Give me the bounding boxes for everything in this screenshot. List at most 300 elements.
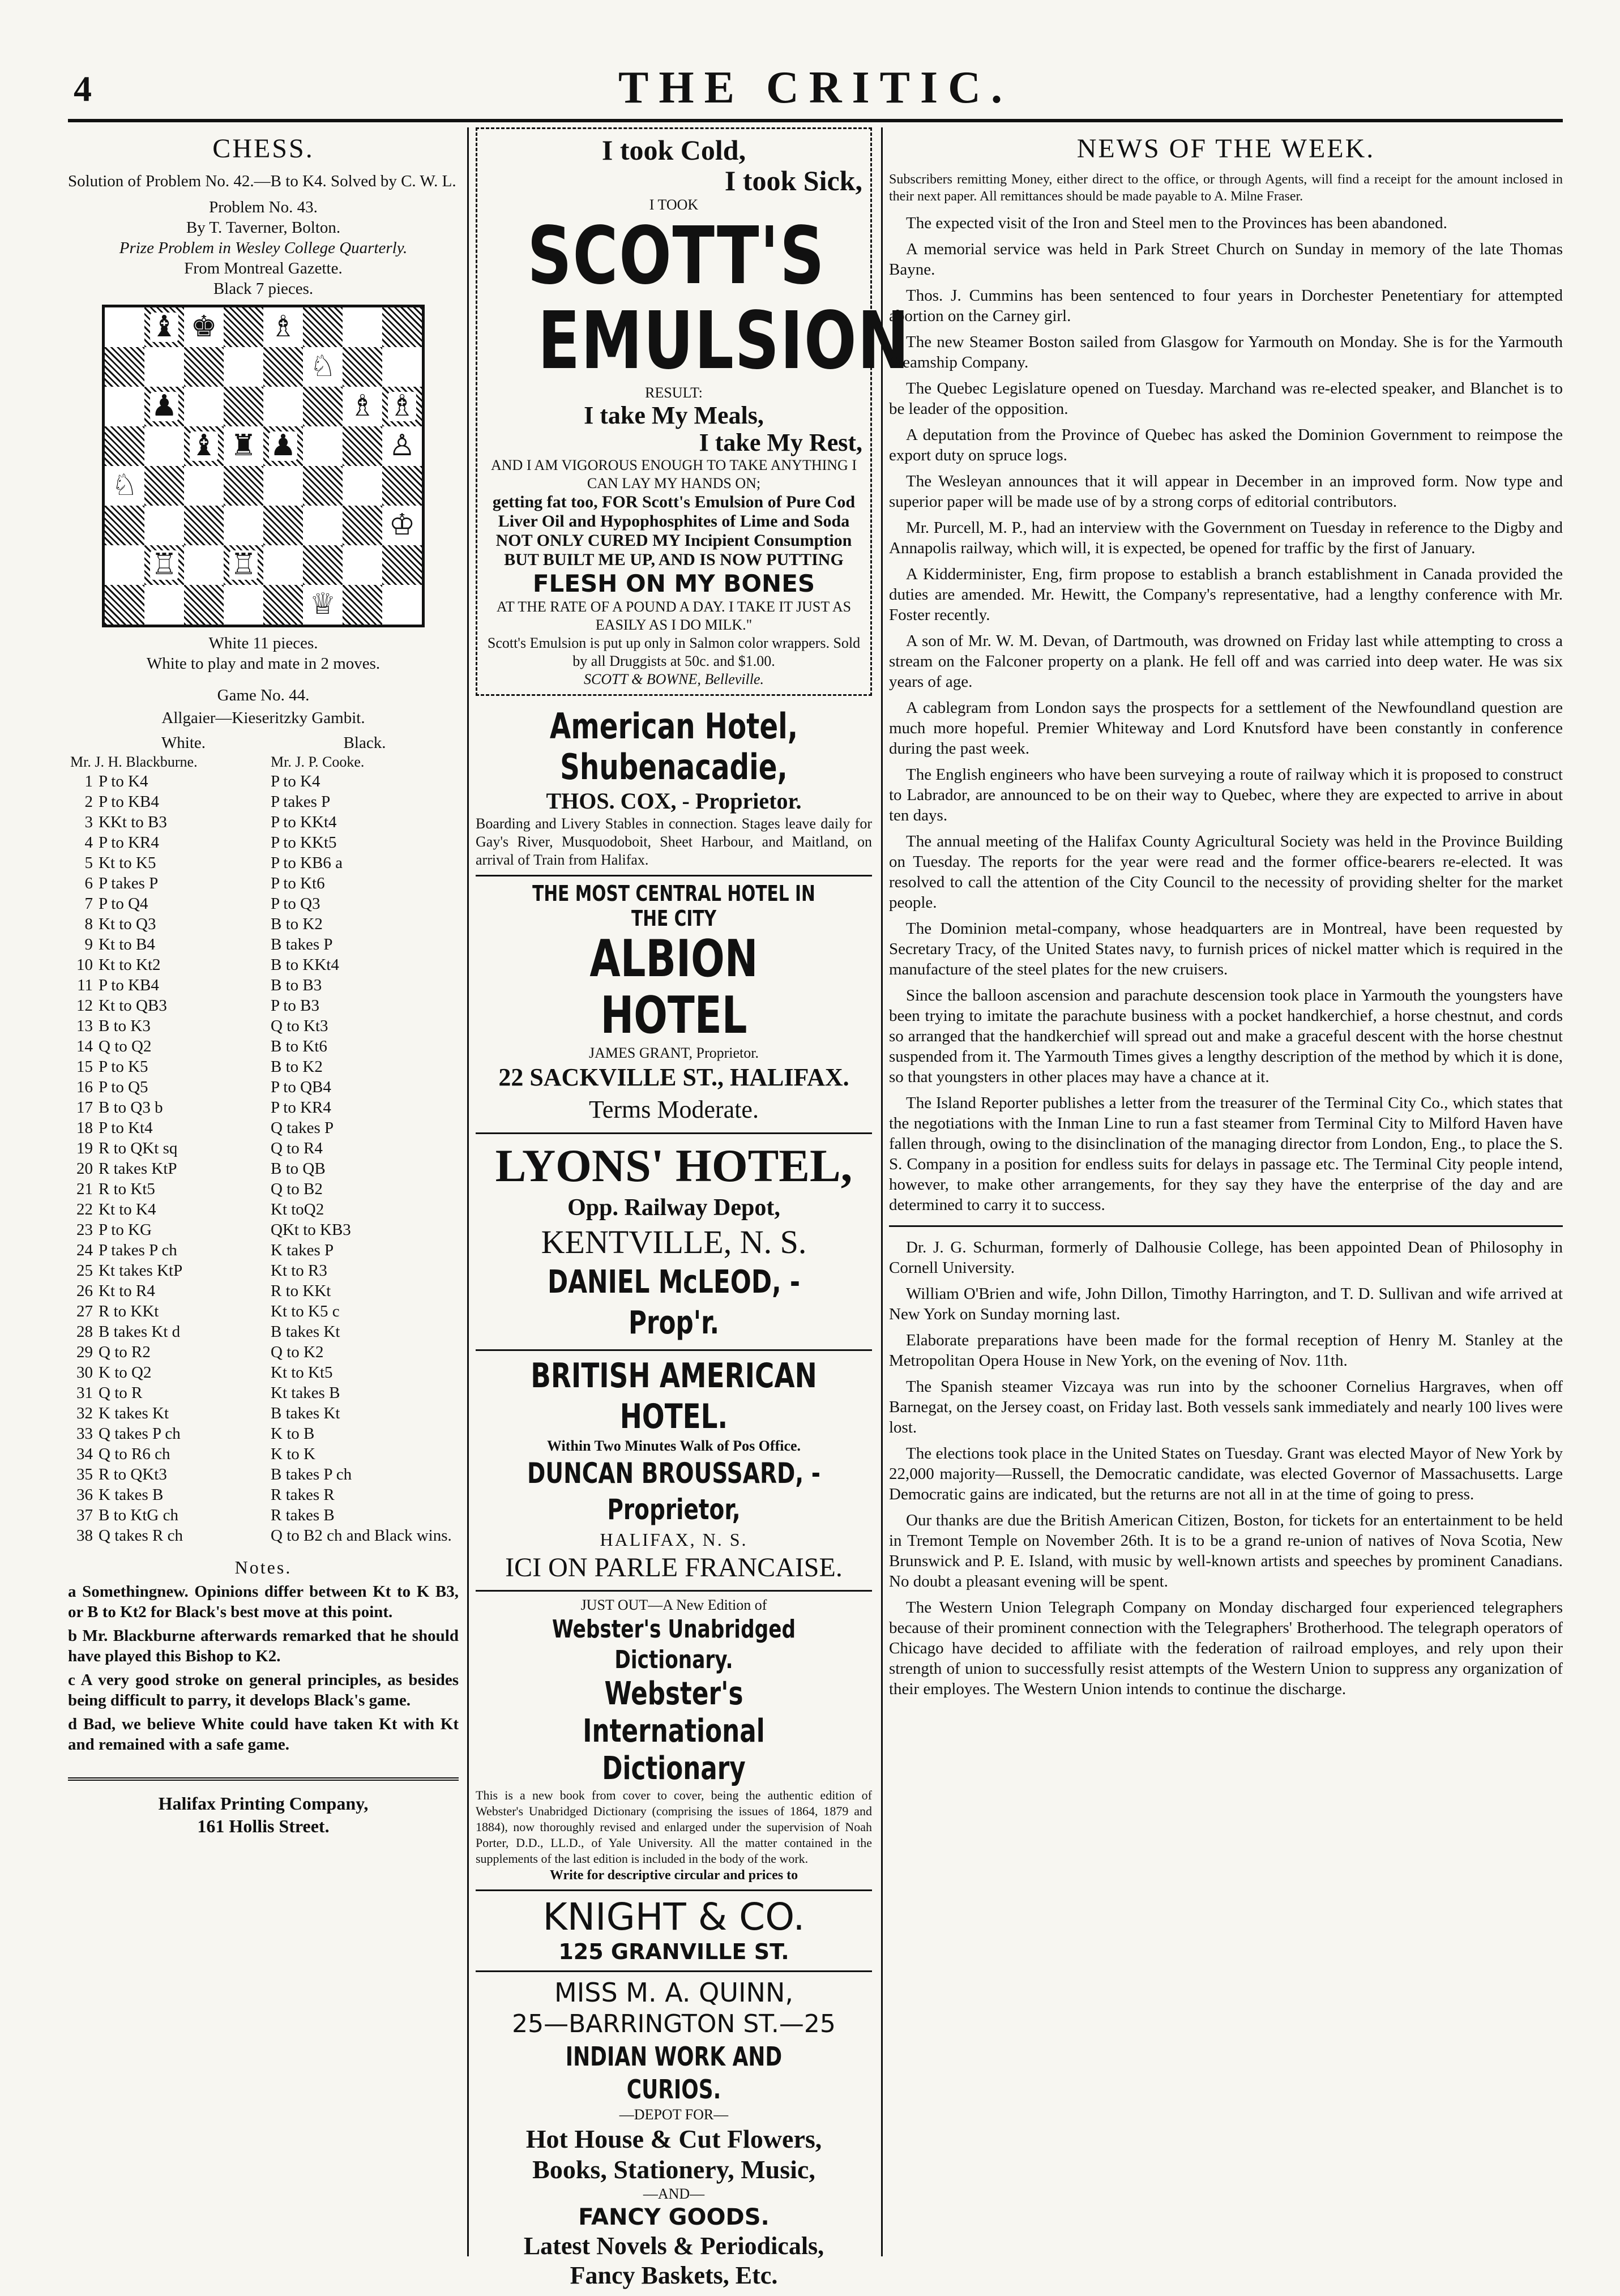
move-row [68, 995, 459, 1016]
move-number: 25 [76, 1262, 93, 1280]
board-square [303, 466, 343, 506]
move-number: 19 [76, 1139, 93, 1157]
hotel-town: KENTVILLE, N. S. [541, 1224, 807, 1260]
board-square [382, 506, 422, 545]
move-number: 11 [77, 976, 93, 994]
board-square [184, 506, 224, 545]
news-title: NEWS OF THE WEEK. [1076, 134, 1375, 164]
board-square [263, 307, 303, 347]
chess-piece-icon: ♟ [151, 390, 178, 422]
black-move: Kt to Kt5 [271, 1363, 333, 1382]
chess-piece-icon: ♝ [190, 430, 217, 462]
move-number: 21 [76, 1180, 93, 1198]
white-move: P to K4 [99, 772, 148, 790]
board-square [184, 387, 224, 426]
printer-imprint [68, 1777, 459, 1837]
white-move: KKt to B3 [99, 813, 167, 831]
move-number: 36 [76, 1486, 93, 1504]
news-item: The expected visit of the Iron and Steel men to the Provinces has been abandoned. [906, 214, 1447, 232]
scott-brand: EMULSION [537, 295, 911, 387]
header-rule [68, 119, 1563, 122]
board-square [105, 585, 144, 625]
black-move: Q to B2 [271, 1180, 323, 1198]
scott-line: I take My Rest, [699, 429, 862, 456]
move-number: 4 [84, 833, 93, 852]
white-move: R to KKt [99, 1302, 159, 1320]
board-square [105, 466, 144, 506]
webster-title: Webster's Unabridged Dictionary. [552, 1615, 796, 1674]
board-square [263, 585, 303, 625]
board-square [184, 466, 224, 506]
white-move: P to KB4 [99, 976, 159, 994]
scott-line: Scott's Emulsion is put up only in Salmon color wrappers. Sold by all Druggists at 50c. and $1.00. [487, 635, 861, 669]
news-item: A Kidderminister, Eng, firm propose to establish a branch establishment in Canada provided the duties are amended. Mr. Hewitt, the Company's representative, had a lengthy conference with Mr. Foster recently. [889, 565, 1563, 624]
scott-maker: SCOTT & BOWNE, Belleville. [584, 671, 764, 687]
news-item: The annual meeting of the Halifax County Agricultural Society was held in the Province Building on Tuesday. The reports for the year were read and the former office-bearers re-elected. It was resolved to call the attention of the City Council to the necessity of providing shelter for the market people. [889, 832, 1563, 912]
white-move: R takes KtP [99, 1160, 177, 1178]
knight-co-ad [476, 1891, 872, 1972]
news-item: Dr. J. G. Schurman, formerly of Dalhousie College, has been appointed Dean of Philosophy in Cornell University. [889, 1238, 1563, 1277]
move-row [68, 853, 459, 873]
board-square [382, 585, 422, 625]
scott-line: AT THE RATE OF A POUND A DAY. I TAKE IT JUST AS EASILY AS I DO MILK." [496, 598, 852, 633]
printer-address: 161 Hollis Street. [197, 1816, 330, 1836]
move-number: 13 [76, 1017, 93, 1035]
news-item: The new Steamer Boston sailed from Glasgow for Yarmouth on Monday. She is for the Yarmouth Steamship Company. [889, 333, 1563, 371]
news-item: The Western Union Telegraph Company on Monday discharged four experienced telegraphers because of their prominent connection with the Telegraphers' Brotherhood. The telegraph operators of Chicago have decided to affiliate with the federation of railroad employes, and rely upon their strength of union to successfully resist attempts of the Western Union to suppress any organization of their employes. The Western Union intends to continue the discharge. [889, 1598, 1563, 1698]
move-number: 22 [76, 1200, 93, 1218]
hotel-tagline: THE MOST CENTRAL HOTEL IN THE CITY [532, 881, 815, 931]
hotel-address: 22 SACKVILLE ST., HALIFAX. [498, 1063, 849, 1091]
move-number: 20 [76, 1160, 93, 1178]
chess-piece-icon: ♖ [151, 549, 178, 581]
board-square [343, 307, 382, 347]
chess-task: White to play and mate in 2 moves. [146, 655, 381, 673]
news-item: Mr. Purcell, M. P., had an interview with the Government on Tuesday in reference to the Digby and Annapolis railway, which will, it is expected, be opened for traffic by the first of January. [889, 519, 1563, 557]
black-move: K takes P [271, 1241, 334, 1259]
problem-number: Problem No. 43. [209, 198, 318, 216]
page-number: 4 [74, 69, 92, 109]
scott-brand: SCOTT'S [527, 210, 826, 302]
black-move: Q takes P [271, 1119, 334, 1137]
news-item: A cablegram from London says the prospects for a settlement of the Newfoundland question are much more hopeful. Premier Whiteway and Lord Knutsford have been constantly in conference during the past week. [889, 699, 1563, 758]
move-row [68, 1199, 459, 1220]
white-move: Kt to K4 [99, 1200, 156, 1218]
black-move: P to K4 [271, 772, 320, 790]
webster-text: This is a new book from cover to cover, being the authentic edition of Webster's Unabridged Dictionary (comprising the issues of 1864, 1879 and 1884), now thoroughly revised and enlarged under the supervision of Noah Porter, D.D., LL.D., of Yale University. All the matter contained in the supplements of the last edition is included in the body of the work. [476, 1788, 872, 1866]
move-row [68, 1444, 459, 1464]
chess-piece-icon: ♘ [111, 469, 138, 502]
board-square [343, 545, 382, 585]
move-row [68, 1077, 459, 1097]
board-square [224, 426, 263, 466]
player-white: Mr. J. H. Blackburne. [70, 754, 198, 770]
move-row [68, 1158, 459, 1179]
white-move: Kt to K5 [99, 854, 156, 872]
board-square [263, 387, 303, 426]
white-move: Q to R [99, 1384, 143, 1402]
white-move: Kt to Q3 [99, 915, 156, 933]
news-item: The English engineers who have been surveying a route of railway which it is proposed to construct to Labrador, are announced to be on their way to Quebec, where they are expected to arrive in about ten days. [889, 766, 1563, 824]
black-move: K to B [271, 1425, 315, 1443]
board-square [144, 506, 184, 545]
board-square [343, 506, 382, 545]
scott-emulsion-ad [476, 127, 911, 696]
chess-column [68, 127, 459, 1837]
black-move: R takes B [271, 1506, 335, 1524]
black-move: B to QB [271, 1160, 326, 1178]
white-move: Kt to B4 [99, 935, 155, 954]
white-move: P to Q4 [99, 895, 148, 913]
black-move: Kt to R3 [271, 1262, 327, 1280]
white-move: K to Q2 [99, 1363, 152, 1382]
move-number: 32 [76, 1404, 93, 1422]
white-move: K takes Kt [99, 1404, 169, 1422]
chess-piece-icon: ♖ [230, 549, 257, 581]
black-move: Q to R4 [271, 1139, 323, 1157]
move-row [68, 1220, 459, 1240]
webster-intro: JUST OUT—A New Edition of [580, 1597, 767, 1613]
quinn-line: Books, Stationery, Music, [532, 2155, 815, 2184]
chess-piece-icon: ♔ [388, 509, 416, 541]
board-square [105, 387, 144, 426]
column-divider [881, 127, 883, 2256]
chess-piece-icon: ♚ [190, 311, 217, 343]
hotel-name: BRITISH AMERICAN HOTEL. [531, 1356, 817, 1436]
move-number: 26 [76, 1282, 93, 1300]
black-move: K to K [271, 1445, 315, 1463]
hotel-proprietor: THOS. COX, - Proprietor. [546, 788, 802, 814]
board-square [382, 426, 422, 466]
board-square [224, 387, 263, 426]
american-hotel-ad [476, 702, 872, 877]
white-move: B to KtG ch [99, 1506, 178, 1524]
move-number: 38 [76, 1527, 93, 1545]
board-square [263, 426, 303, 466]
board-square [105, 545, 144, 585]
white-move: Kt takes KtP [99, 1262, 183, 1280]
news-item: A son of Mr. W. M. Devan, of Dartmouth, was drowned on Friday last while attempting to cross a stream on the Falconer property on a plank. He fell off and was carried into deep water. He was six years of age. [889, 632, 1563, 691]
black-pieces: Black 7 pieces. [213, 280, 314, 298]
news-column [889, 127, 1563, 1705]
black-move: QKt to KB3 [271, 1221, 351, 1239]
move-number: 5 [84, 854, 93, 872]
quinn-and: —AND— [643, 2186, 705, 2202]
board-square [224, 545, 263, 585]
british-american-hotel-ad [476, 1351, 872, 1592]
chess-note: a Somethingnew. Opinions differ between Kt to K B3, or B to Kt2 for Black's best move at this point. [68, 1583, 459, 1621]
move-row [68, 832, 459, 853]
white-move: Kt to QB3 [99, 997, 167, 1015]
board-square [184, 307, 224, 347]
subscriber-notice: Subscribers remitting Money, either direct to the office, or through Agents, will find a receipt for the amount inclosed in their next paper. All remittances should be made payable to A. Milne Fraser. [889, 172, 1563, 204]
problem-author: By T. Taverner, Bolton. [186, 219, 341, 237]
hotel-name: ALBION HOTEL [589, 929, 758, 1045]
board-square [303, 387, 343, 426]
board-square [144, 347, 184, 387]
player-black: Mr. J. P. Cooke. [271, 754, 365, 770]
chess-piece-icon: ♜ [230, 430, 257, 462]
move-number: 10 [76, 956, 93, 974]
board-square [105, 307, 144, 347]
white-move: B to K3 [99, 1017, 151, 1035]
news-item: The Island Reporter publishes a letter from the treasurer of the Terminal City Co., which states that the negotiations with the Inman Line to run a fast steamer from Terminal City to Milford Haven have fallen through, owing to the disinclination of the managing director from London, Eng., to place the S. S. Company in a position for endless suits for delays in passage etc. The Terminal City people intend, however, to make other arrangements, for they say they have the enterprise of the day and are determined to carry it to success. [889, 1094, 1563, 1214]
webster-title: Webster's International Dictionary [583, 1675, 765, 1787]
webster-write: Write for descriptive circular and prices to [549, 1868, 798, 1883]
quinn-address: 25—BARRINGTON ST.—25 [512, 2009, 836, 2038]
white-move: R to QKt3 [99, 1465, 167, 1483]
hotel-walk: Within Two Minutes Walk of Pos Office. [546, 1438, 801, 1454]
board-square [224, 585, 263, 625]
move-row [68, 1240, 459, 1260]
scott-line: I TOOK [649, 196, 699, 213]
white-move: Q to R6 ch [99, 1445, 170, 1463]
white-move: P takes P [99, 874, 159, 892]
chess-note: d Bad, we believe White could have taken Kt with Kt and remained with a safe game. [68, 1715, 459, 1754]
move-row [68, 1301, 459, 1322]
board-square [184, 347, 224, 387]
move-number: 17 [76, 1098, 93, 1117]
black-move: P to KKt4 [271, 813, 337, 831]
scott-line: I took Sick, [724, 165, 862, 196]
white-pieces: White 11 pieces. [208, 634, 318, 652]
hotel-details: Boarding and Livery Stables in connection. Stages leave daily for Gay's River, Musquodoboit, Sheet Harbour, and Maitland, on arrival of Train from Halifax. [476, 815, 872, 868]
news-item: Thos. J. Cummins has been sentenced to four years in Dorchester Penetentiary for attempted abortion on the Carney girl. [889, 287, 1563, 325]
board-square [382, 307, 422, 347]
column-divider [467, 127, 469, 2256]
board-square [224, 307, 263, 347]
move-row [68, 1036, 459, 1057]
move-row [68, 1016, 459, 1036]
chess-piece-icon: ♗ [349, 390, 376, 422]
move-row [68, 1057, 459, 1077]
move-number: 1 [84, 772, 93, 790]
board-square [184, 585, 224, 625]
white-move: P to KB4 [99, 793, 159, 811]
board-square [105, 347, 144, 387]
board-square [105, 506, 144, 545]
chess-piece-icon: ♗ [388, 390, 416, 422]
move-row [68, 1362, 459, 1383]
white-move: P to KG [99, 1221, 152, 1239]
printer-name: Halifax Printing Company, [158, 1793, 369, 1814]
move-row [68, 1505, 459, 1525]
knight-name: KNIGHT & CO. [542, 1895, 805, 1939]
chess-piece-icon: ♝ [151, 311, 178, 343]
black-move: Kt toQ2 [271, 1200, 324, 1218]
problem-prize: Prize Problem in Wesley College Quarterly. [119, 239, 408, 257]
news-item: Our thanks are due the British American Citizen, Boston, for tickets for an entertainment to be held in Tremont Temple on November 26th. It is to be a grand re-union of natives of Nova Scotia, New Brunswick and P. E. Island, with music by well-known artists and speeches by prominent Canadians. No doubt a pleasant evening will be spent. [889, 1511, 1563, 1590]
black-move: Kt to K5 c [271, 1302, 340, 1320]
black-move: Q to B2 ch and Black wins. [271, 1527, 452, 1545]
move-row [68, 1423, 459, 1444]
board-square [224, 466, 263, 506]
move-number: 6 [84, 874, 93, 892]
quinn-ad [476, 1972, 872, 2296]
black-move: P to KB6 a [271, 854, 343, 872]
move-number: 23 [76, 1221, 93, 1239]
move-number: 28 [76, 1323, 93, 1341]
board-square [144, 387, 184, 426]
notes-title: Notes. [234, 1557, 292, 1577]
game-gambit: Allgaier—Kieseritzky Gambit. [161, 709, 365, 727]
move-number: 3 [84, 813, 93, 831]
quinn-line: Latest Novels & Periodicals, [523, 2232, 824, 2260]
masthead: THE CRITIC. [618, 63, 1012, 113]
board-square [303, 585, 343, 625]
move-number: 31 [76, 1384, 93, 1402]
black-move: B takes Kt [271, 1323, 340, 1341]
black-move: Kt takes B [271, 1384, 340, 1402]
board-square [343, 347, 382, 387]
albion-hotel-ad [476, 877, 872, 1134]
quinn-depot: —DEPOT FOR— [619, 2106, 729, 2123]
move-row [68, 1322, 459, 1342]
black-move: B to B3 [271, 976, 322, 994]
news-item: A memorial service was held in Park Street Church on Sunday in memory of the late Thomas Bayne. [889, 240, 1563, 279]
black-move: P to KKt5 [271, 833, 337, 852]
scott-line: getting fat too, FOR Scott's Emulsion of Pure Cod Liver Oil and Hypophosphites of Lime and Soda NOT ONLY CURED MY Incipient Consumption BUT BUILT ME UP, AND IS NOW PUTTING [492, 493, 856, 569]
news-item: The Dominion metal-company, whose headquarters are in Montreal, have been requested by Secretary Tracy, of the United States navy, to furnish prices of nickel matter which is required in the manufacture of the steel plates for the new cruisers. [889, 920, 1563, 978]
board-square [303, 545, 343, 585]
quinn-name: MISS M. A. QUINN, [554, 1977, 793, 2008]
white-move: B to Q3 b [99, 1098, 163, 1117]
news-item: William O'Brien and wife, John Dillon, Timothy Harrington, and T. D. Sullivan and wife arrived at New York on Sunday morning last. [889, 1285, 1563, 1323]
move-row [68, 873, 459, 893]
move-row [68, 1342, 459, 1362]
move-row [68, 1525, 459, 1546]
white-move: Q takes R ch [99, 1527, 183, 1545]
hotel-location: Opp. Railway Depot, [567, 1195, 780, 1221]
board-square [343, 466, 382, 506]
chess-notes [68, 1581, 459, 1755]
news-item: The Quebec Legislature opened on Tuesday. Marchand was re-elected speaker, and Blanchet is to be leader of the opposition. [889, 379, 1563, 418]
black-move: B to K2 [271, 1058, 323, 1076]
board-square [144, 585, 184, 625]
move-number: 15 [76, 1058, 93, 1076]
board-square [382, 466, 422, 506]
page-header [68, 57, 1563, 125]
move-row [68, 1260, 459, 1281]
white-move: R to QKt sq [99, 1139, 178, 1157]
ads-column [476, 127, 911, 2296]
move-number: 27 [76, 1302, 93, 1320]
move-row [68, 771, 459, 792]
hotel-proprietor: DUNCAN BROUSSARD, - Proprietor, [527, 1457, 820, 1526]
quinn-indian: INDIAN WORK AND CURIOS. [565, 2041, 783, 2105]
move-number: 14 [76, 1037, 93, 1055]
white-move: Kt to R4 [99, 1282, 155, 1300]
black-move: P to Kt6 [271, 874, 325, 892]
board-square [263, 545, 303, 585]
move-row [68, 1403, 459, 1423]
move-number: 2 [84, 793, 93, 811]
black-move: B takes Kt [271, 1404, 340, 1422]
black-move: R to KKt [271, 1282, 331, 1300]
board-square [263, 466, 303, 506]
game-number: Game No. 44. [217, 686, 310, 704]
white-move: P to K5 [99, 1058, 148, 1076]
black-move: B takes P [271, 935, 333, 954]
chess-solution: Solution of Problem No. 42.—B to K4. Solved by C. W. L. [68, 172, 456, 190]
board-square [184, 426, 224, 466]
newspaper-page [68, 57, 1563, 2289]
black-move: P to KR4 [271, 1098, 331, 1117]
board-square [382, 545, 422, 585]
black-move: Q to Kt3 [271, 1017, 328, 1035]
move-number: 30 [76, 1363, 93, 1382]
black-move: B takes P ch [271, 1465, 352, 1483]
news-item: The Wesleyan announces that it will appear in December in an improved form. Now type and superior paper will be made use of by a strong corps of editorial contributors. [889, 472, 1563, 511]
hotel-city: HALIFAX, N. S. [600, 1529, 748, 1550]
board-square [382, 347, 422, 387]
chess-note: c A very good stroke on general principles, as besides being difficult to parry, it develops Black's game. [68, 1671, 459, 1709]
board-square [105, 426, 144, 466]
move-row [68, 1464, 459, 1485]
chess-piece-icon: ♘ [309, 350, 336, 383]
white-move: K takes B [99, 1486, 164, 1504]
lyons-hotel-ad [476, 1134, 872, 1351]
board-square [303, 426, 343, 466]
board-square [144, 426, 184, 466]
move-number: 33 [76, 1425, 93, 1443]
move-number: 16 [76, 1078, 93, 1096]
board-square [303, 347, 343, 387]
move-row [68, 792, 459, 812]
white-header: White. [161, 734, 206, 752]
white-move: P takes P ch [99, 1241, 177, 1259]
black-move: P to B3 [271, 997, 319, 1015]
black-move: P to Q3 [271, 895, 320, 913]
board-square [144, 545, 184, 585]
board-square [184, 545, 224, 585]
move-number: 12 [76, 997, 93, 1015]
hotel-terms: Terms Moderate. [589, 1096, 759, 1123]
chess-title: CHESS. [212, 134, 314, 164]
board-square [263, 347, 303, 387]
move-row [68, 893, 459, 914]
black-move: Q to K2 [271, 1343, 324, 1361]
chess-note: b Mr. Blackburne afterwards remarked that he should have played this Bishop to K2. [68, 1627, 459, 1665]
hotel-french: ICI ON PARLE FRANCAISE. [505, 1553, 843, 1583]
move-number: 18 [76, 1119, 93, 1137]
news-items-secondary [889, 1237, 1563, 1699]
move-row [68, 1179, 459, 1199]
chess-piece-icon: ♙ [388, 430, 416, 462]
black-move: B to Kt6 [271, 1037, 327, 1055]
chess-board [102, 305, 425, 627]
white-move: Kt to Kt2 [99, 956, 161, 974]
white-move: R to Kt5 [99, 1180, 155, 1198]
board-square [343, 585, 382, 625]
section-rule [889, 1225, 1563, 1227]
scott-line: FLESH ON MY BONES [532, 570, 815, 597]
white-move: P to Kt4 [99, 1119, 153, 1137]
board-square [263, 506, 303, 545]
knight-address: 125 GRANVILLE ST. [558, 1939, 789, 1964]
move-row [68, 1383, 459, 1403]
quinn-line: Hot House & Cut Flowers, [525, 2124, 822, 2153]
news-item: The elections took place in the United States on Tuesday. Grant was elected Mayor of New York by 22,000 majority—Russell, the Democratic candidate, was elected Governor of Massachusetts. Large Democratic gains are indicated, but the returns are not all in at the time of going to press. [889, 1444, 1563, 1503]
move-number: 34 [76, 1445, 93, 1463]
white-move: P to KR4 [99, 833, 159, 852]
hotel-name: American Hotel, Shubenacadie, [549, 706, 798, 788]
move-number: 29 [76, 1343, 93, 1361]
hotel-name: LYONS' HOTEL, [495, 1140, 853, 1191]
move-row [68, 1138, 459, 1158]
chess-piece-icon: ♟ [270, 430, 297, 462]
move-number: 9 [84, 935, 93, 954]
